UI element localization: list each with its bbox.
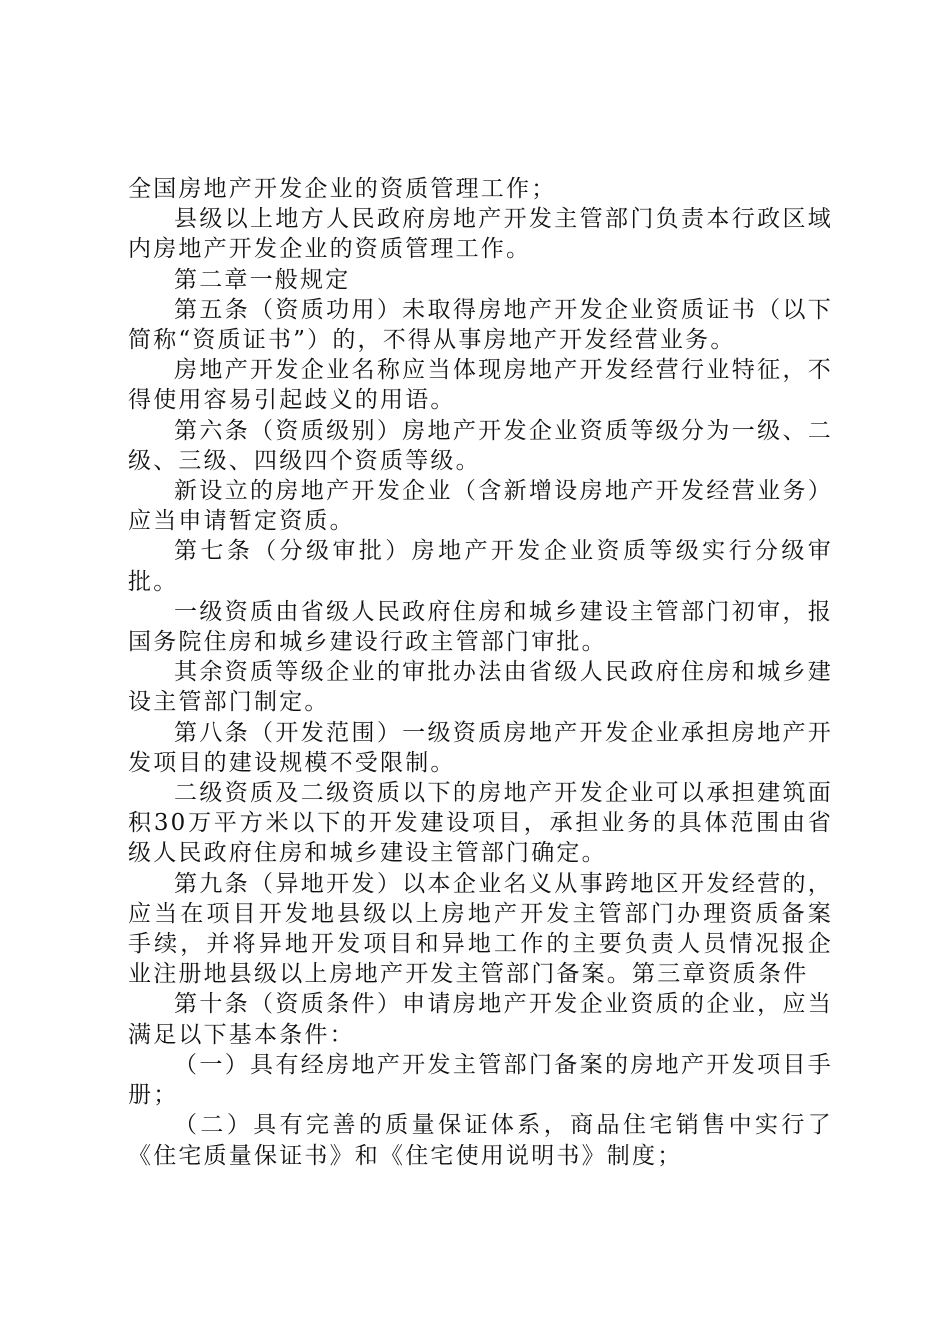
document-body [128,174,833,1171]
paragraph: 其余资质等级企业的审批办法由省级人民政府住房和城乡建设主管部门制定。 [128,659,833,716]
paragraph: 第七条（分级审批）房地产开发企业资质等级实行分级审批。 [128,538,833,595]
paragraph: 新设立的房地产开发企业（含新增设房地产开发经营业务）应当申请暂定资质。 [128,478,833,535]
paragraph: 第九条（异地开发）以本企业名义从事跨地区开发经营的，应当在项目开发地县级以上房地产开发主管部门办理资质备案手续，并将异地开发项目和异地工作的主要负责人员情况报企业注册地县级以上房地产开发主管部门备案。第三章资质条件 [128,870,833,988]
paragraph: 房地产开发企业名称应当体现房地产开发经营行业特征，不得使用容易引起歧义的用语。 [128,357,833,414]
paragraph: 全国房地产开发企业的资质管理工作； [128,176,557,202]
paragraph: 二级资质及二级资质以下的房地产开发企业可以承担建筑面积30万平方米以下的开发建设项目，承担业务的具体范围由省级人民政府住房和城乡建设主管部门确定。 [128,780,833,867]
paragraph: 第五条（资质功用）未取得房地产开发企业资质证书（以下简称“资质证书”）的，不得从事房地产开发经营业务。 [128,296,833,354]
paragraph: 第六条（资质级别）房地产开发企业资质等级分为一级、二级、三级、四级四个资质等级。 [128,417,833,474]
paragraph: 县级以上地方人民政府房地产开发主管部门负责本行政区域内房地产开发企业的资质管理工作。 [128,206,833,263]
list-item: （一）具有经房地产开发主管部门备案的房地产开发项目手册； [128,1051,833,1109]
list-item: （二）具有完善的质量保证体系，商品住宅销售中实行了《住宅质量保证书》和《住宅使用说明书》制度； [128,1112,833,1169]
paragraph: 第八条（开发范围）一级资质房地产开发企业承担房地产开发项目的建设规模不受限制。 [128,719,833,776]
paragraph: 一级资质由省级人民政府住房和城乡建设主管部门初审，报国务院住房和城乡建设行政主管部门审批。 [128,598,833,656]
chapter-heading: 第二章一般规定 [174,266,351,293]
paragraph: 第十条（资质条件）申请房地产开发企业资质的企业，应当满足以下基本条件： [128,991,833,1048]
